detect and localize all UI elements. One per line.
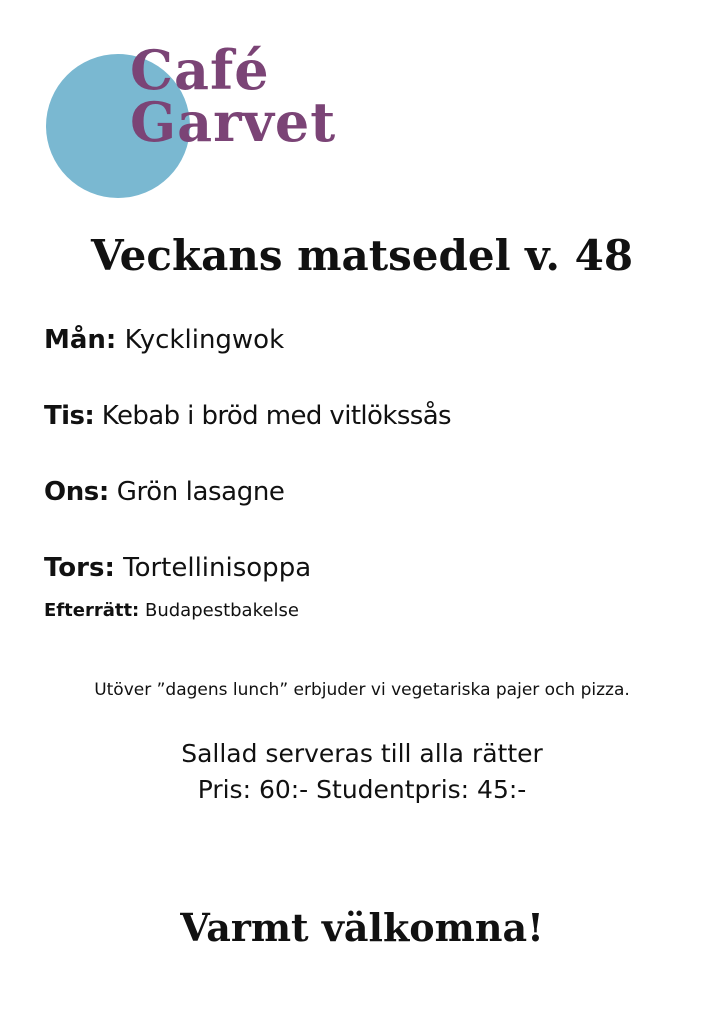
- menu-day-label: Mån:: [44, 325, 117, 355]
- menu-dish: Tortellinisoppa: [123, 553, 312, 583]
- dessert-value: Budapestbakelse: [144, 600, 299, 621]
- salad-info: Sallad serveras till alla rätter: [181, 739, 543, 768]
- dessert-label: Efterrätt:: [44, 600, 140, 621]
- logo-line-2: Garvet: [130, 90, 337, 154]
- menu-dish: Kycklingwok: [124, 325, 285, 355]
- menu-day-label: Ons:: [44, 477, 109, 507]
- page-title: Veckans matsedel v. 48: [90, 231, 634, 280]
- info-block: [0, 736, 724, 808]
- dessert-line: [44, 598, 299, 624]
- menu-dish: Grön lasagne: [116, 477, 285, 507]
- menu-day-label: Tors:: [44, 553, 115, 583]
- menu-item-tuesday: [44, 399, 451, 433]
- menu-item-wednesday: [44, 475, 285, 509]
- menu-item-monday: [44, 323, 284, 357]
- menu-item-thursday: [44, 551, 311, 585]
- welcome-message: Varmt välkomna!: [180, 905, 544, 950]
- logo-line-1: Café: [130, 38, 270, 102]
- logo: [130, 38, 337, 154]
- vegetarian-note: Utöver ”dagens lunch” erbjuder vi vegetariska pajer och pizza.: [94, 680, 630, 700]
- menu-dish: Kebab i bröd med vitlökssås: [101, 401, 451, 431]
- menu-day-label: Tis:: [44, 401, 95, 431]
- price-info: Pris: 60:- Studentpris: 45:-: [197, 775, 527, 804]
